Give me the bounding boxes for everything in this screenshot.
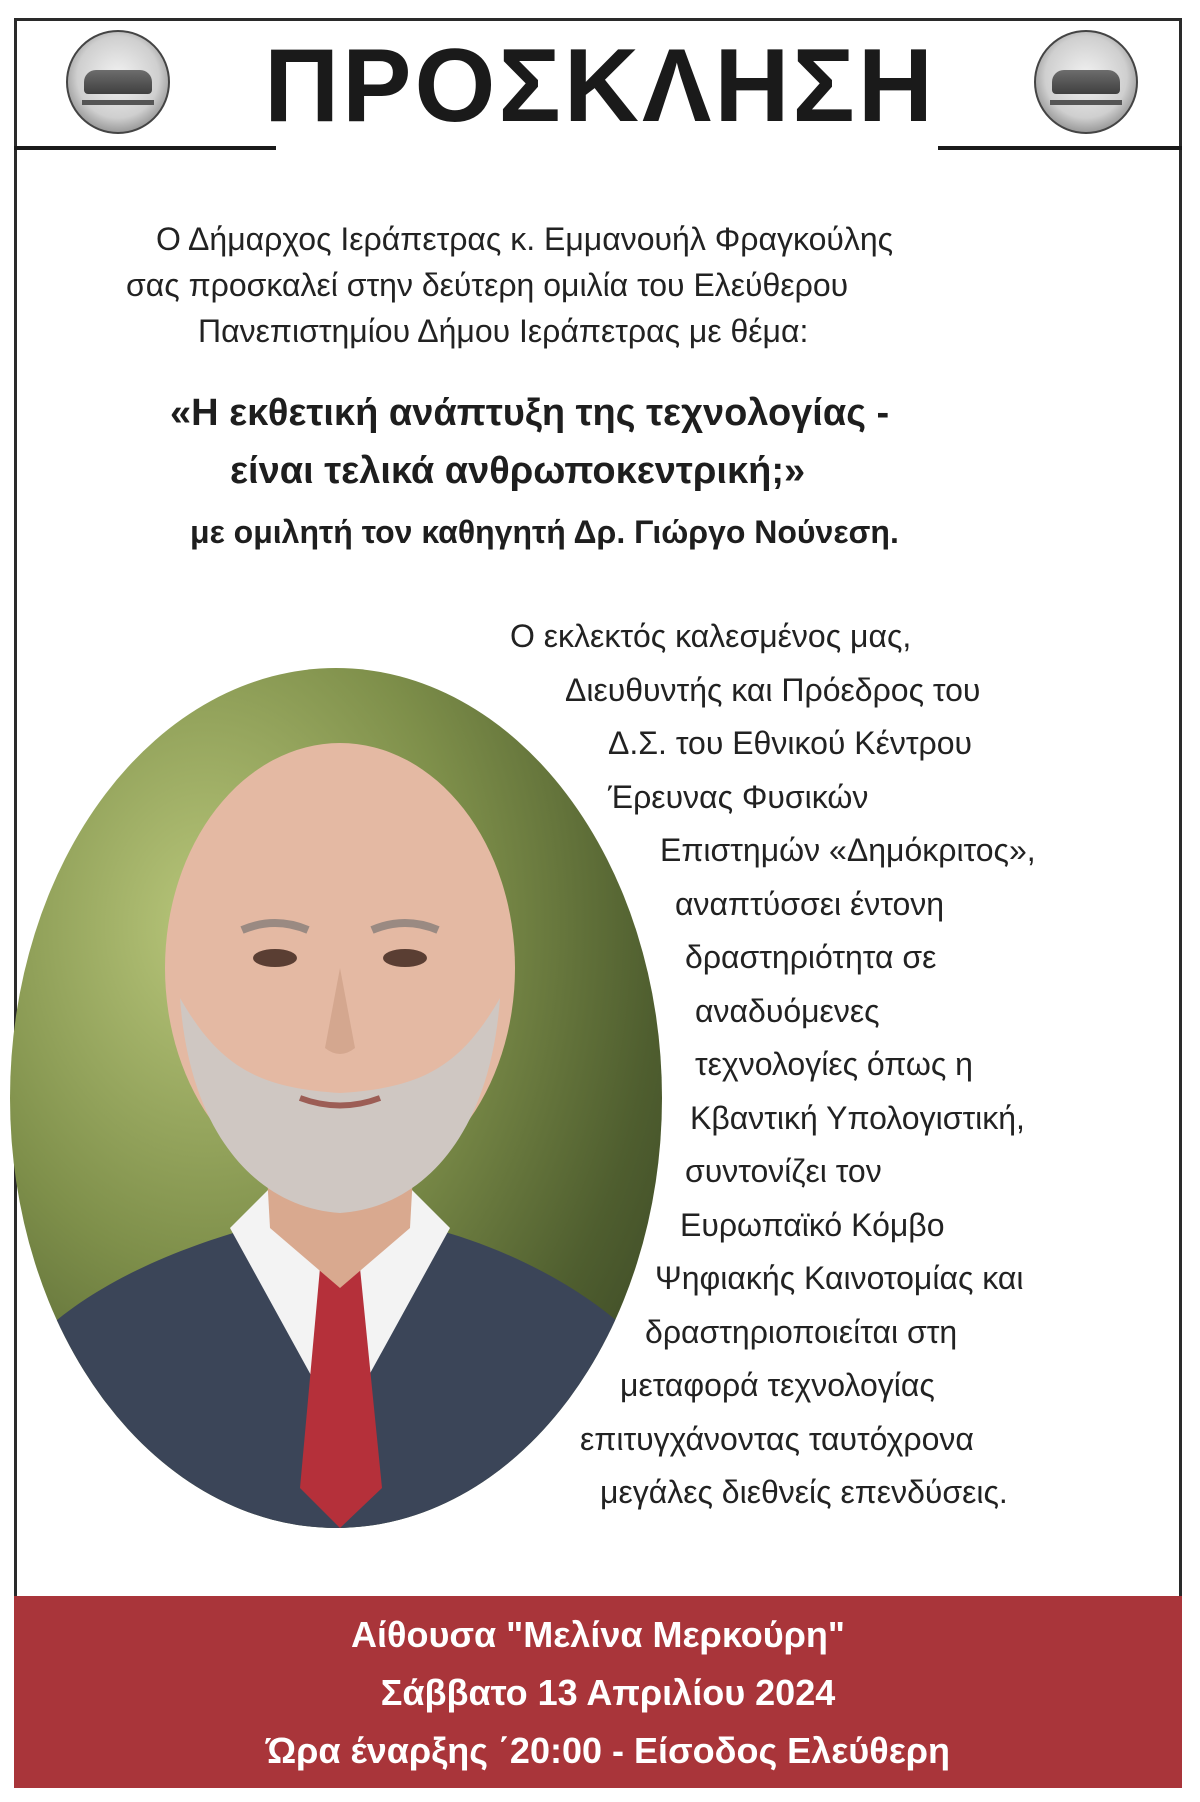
bio-line: μεταφορά τεχνολογίας [620,1367,935,1403]
bio-line: δραστηριοποιείται στη [645,1313,958,1350]
bio-line: μεγάλες διεθνείς επενδύσεις. [600,1474,1008,1510]
intro-line: Ο Δήμαρχος Ιεράπετρας κ. Εμμανουήλ Φραγκούλης [156,221,894,257]
bio-line: δραστηριότητα σε [685,939,937,975]
bio-line: τεχνολογίες όπως η [695,1046,973,1082]
bio-line: Κβαντική Υπολογιστική, [690,1099,1025,1136]
event-details-banner [14,1596,1182,1788]
intro-line: Πανεπιστημίου Δήμου Ιεράπετρας με θέμα: [198,313,809,349]
lecture-topic [0,384,1200,500]
event-time: Ώρα έναρξης ΄20:00 - Είσοδος Ελεύθερη [265,1730,951,1771]
bio-line: επιτυγχάνοντας ταυτόχρονα [580,1420,974,1457]
bio-line: Έρευνας Φυσικών [608,778,869,815]
bio-line: αναδυόμενες [695,992,880,1029]
venue-label: Αίθουσα "Μελίνα Μερκούρη" [351,1614,845,1655]
bio-line: Διευθυντής και Πρόεδρος του [565,671,981,708]
header-divider-left [14,146,276,150]
speaker-bio [500,610,1036,1520]
topic-line: «Η εκθετική ανάπτυξη της τεχνολογίας - [170,392,890,434]
bio-line: συντονίζει τον [685,1153,882,1189]
intro-paragraph [110,216,1110,354]
bio-line: Ψηφιακής Καινοτομίας και [655,1260,1024,1296]
topic-line: είναι τελικά ανθρωποκεντρική;» [230,450,806,492]
bio-line: Δ.Σ. του Εθνικού Κέντρου [608,725,972,761]
bio-line: Ευρωπαϊκό Κόμβο [680,1206,945,1243]
header-divider-right [938,146,1182,150]
bio-line: αναπτύσσει έντονη [675,885,945,922]
bio-line: Ο εκλεκτός καλεσμένος μας, [510,618,912,654]
speaker-line: με ομιλητή τον καθηγητή Δρ. Γιώργο Νούνεση. [190,514,899,550]
page-title: ΠΡΟΣΚΛΗΣΗ [264,28,936,144]
bio-line: Επιστημών «Δημόκριτος», [660,832,1036,868]
event-date: Σάββατο 13 Απριλίου 2024 [380,1672,836,1713]
intro-line: σας προσκαλεί στην δεύτερη ομιλία του Ελεύθερου [126,267,849,303]
